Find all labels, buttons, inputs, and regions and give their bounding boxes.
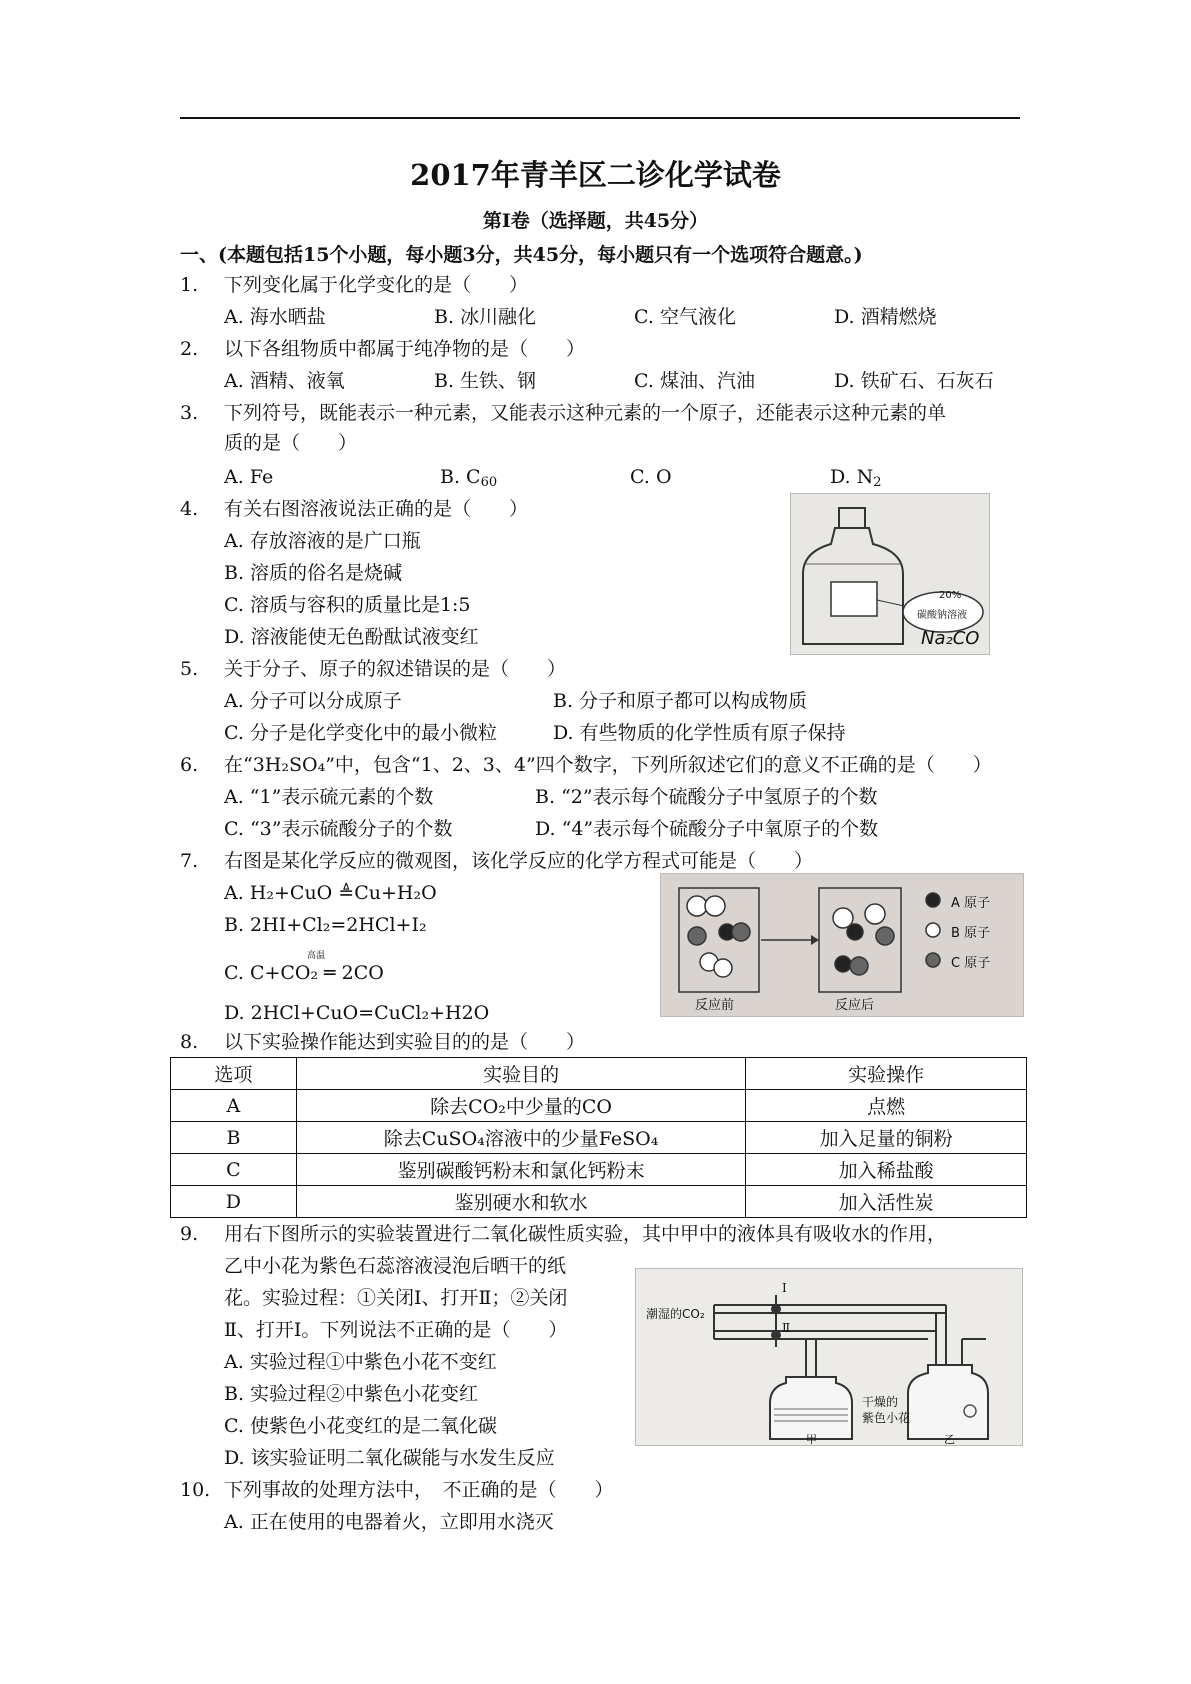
q3-number: 3.	[180, 402, 199, 424]
q6-option-c: C. “3”表示硫酸分子的个数	[224, 818, 453, 840]
label-valve-1: Ⅰ	[782, 1281, 787, 1295]
label-dry-flower-2: 紫色小花	[862, 1411, 911, 1425]
q6-number: 6.	[180, 754, 199, 776]
q1-option-c: C. 空气液化	[634, 306, 736, 328]
table-header: 实验目的	[296, 1058, 745, 1090]
q4-option-b: B. 溶质的俗名是烧碱	[224, 562, 403, 584]
q2-stem: 以下各组物质中都属于纯净物的是（ ）	[224, 338, 586, 360]
q1-option-a: A. 海水晒盐	[224, 306, 326, 328]
q9-stem-line4: Ⅱ、打开Ⅰ。下列说法不正确的是（ ）	[224, 1319, 568, 1341]
table-row	[171, 1186, 1027, 1218]
q7-option-c: C. C+CO₂ ═ 2CO	[224, 962, 384, 984]
q5-option-d: D. 有些物质的化学性质有原子保持	[553, 722, 846, 744]
q3-option-b: B. $C_{60}$	[440, 466, 498, 490]
q9-number: 9.	[180, 1223, 199, 1245]
section-heading: 一、(本题包括15个小题，每小题3分，共45分，每小题只有一个选项符合题意。)	[180, 244, 863, 266]
q9-stem-line2: 乙中小花为紫色石蕊溶液浸泡后晒干的纸	[224, 1255, 567, 1277]
q10-option-a: A. 正在使用的电器着火，立即用水浇灭	[224, 1511, 554, 1533]
table-cell: 加入稀盐酸	[746, 1154, 1027, 1186]
q9-stem-line1: 用右下图所示的实验装置进行二氧化碳性质实验，其中甲中的液体具有吸收水的作用，	[224, 1223, 947, 1245]
q2-option-d: D. 铁矿石、石灰石	[834, 370, 994, 392]
q9-option-d: D. 该实验证明二氧化碳能与水发生反应	[224, 1447, 555, 1469]
table-header-row	[171, 1058, 1027, 1090]
legend-atom-a: A 原子	[951, 896, 991, 911]
q10-number: 10.	[180, 1479, 211, 1501]
table-cell: B	[171, 1122, 297, 1154]
label-jia: 甲	[806, 1433, 817, 1446]
q7-option-a: A. H₂+CuO ≜Cu+H₂O	[224, 882, 437, 904]
q4-option-a: A. 存放溶液的是广口瓶	[224, 530, 421, 552]
table-cell: 除去CuSO₄溶液中的少量FeSO₄	[296, 1122, 745, 1154]
q1-option-d: D. 酒精燃烧	[834, 306, 937, 328]
q7-stem: 右图是某化学反应的微观图，该化学反应的化学方程式可能是（ ）	[224, 850, 814, 872]
handwritten-note: Na₂CO	[921, 628, 980, 649]
q9-apparatus-figure	[635, 1268, 1023, 1446]
q7-option-b: B. 2HI+Cl₂=2HCl+I₂	[224, 914, 427, 936]
apparatus-diagram	[636, 1269, 1022, 1445]
q5-stem: 关于分子、原子的叙述错误的是（ ）	[224, 658, 567, 680]
q5-number: 5.	[180, 658, 199, 680]
table-cell: 点燃	[746, 1090, 1027, 1122]
q4-option-d: D. 溶液能使无色酚酞试液变红	[224, 626, 479, 648]
page-title: 2017年青羊区二诊化学试卷	[410, 158, 781, 192]
q5-option-c: C. 分子是化学变化中的最小微粒	[224, 722, 497, 744]
q9-option-b: B. 实验过程②中紫色小花变红	[224, 1383, 479, 1405]
q4-number: 4.	[180, 498, 199, 520]
q6-option-d: D. “4”表示每个硫酸分子中氧原子的个数	[535, 818, 879, 840]
label-after: 反应后	[835, 998, 875, 1013]
q1-option-b: B. 冰川融化	[434, 306, 537, 328]
table-cell: 鉴别碳酸钙粉末和氯化钙粉末	[296, 1154, 745, 1186]
table-cell: D	[171, 1186, 297, 1218]
q3-option-a: A. Fe	[224, 466, 274, 488]
q8-table	[170, 1057, 1027, 1218]
q3-stem-line1: 下列符号，既能表示一种元素，又能表示这种元素的一个原子，还能表示这种元素的单	[224, 402, 947, 424]
q3-stem-line2: 质的是（ ）	[224, 432, 358, 454]
table-cell: C	[171, 1154, 297, 1186]
q4-stem: 有关右图溶液说法正确的是（ ）	[224, 498, 529, 520]
table-cell: 加入活性炭	[746, 1186, 1027, 1218]
q10-stem: 下列事故的处理方法中， 不正确的是（ ）	[224, 1479, 614, 1501]
label-valve-2: Ⅱ	[782, 1321, 791, 1335]
q5-option-a: A. 分子可以分成原子	[224, 690, 402, 712]
q3-option-c: C. O	[630, 466, 672, 488]
q2-option-c: C. 煤油、汽油	[634, 370, 755, 392]
table-row	[171, 1154, 1027, 1186]
bottle-label-percent: 20%	[939, 590, 962, 601]
table-cell: 鉴别硬水和软水	[296, 1186, 745, 1218]
q9-stem-line3: 花。实验过程：①关闭Ⅰ、打开Ⅱ；②关闭	[224, 1287, 568, 1309]
table-row	[171, 1122, 1027, 1154]
legend-atom-b: B 原子	[951, 926, 991, 941]
label-moist-co2: 潮湿的CO₂	[646, 1307, 705, 1321]
q6-option-b: B. “2”表示每个硫酸分子中氢原子的个数	[535, 786, 878, 808]
q1-number: 1.	[180, 274, 199, 296]
q6-stem: 在“3H₂SO₄”中，包含“1、2、3、4”四个数字，下列所叙述它们的意义不正确的是（ ）	[224, 754, 992, 776]
q6-option-a: A. “1”表示硫元素的个数	[224, 786, 434, 808]
q2-option-b: B. 生铁、钢	[434, 370, 537, 392]
q2-option-a: A. 酒精、液氧	[224, 370, 345, 392]
q5-option-b: B. 分子和原子都可以构成物质	[553, 690, 808, 712]
table-cell: 除去CO₂中少量的CO	[296, 1090, 745, 1122]
q7-option-c-condition: 高温	[307, 951, 326, 961]
table-cell: 加入足量的铜粉	[746, 1122, 1027, 1154]
label-yi: 乙	[944, 1433, 955, 1446]
bottle-label-name: 碳酸钠溶液	[917, 610, 967, 621]
q4-option-c: C. 溶质与容积的质量比是1:5	[224, 594, 471, 616]
q9-option-a: A. 实验过程①中紫色小花不变红	[224, 1351, 497, 1373]
table-header: 实验操作	[746, 1058, 1027, 1090]
top-rule	[180, 117, 1020, 119]
q8-number: 8.	[180, 1031, 199, 1053]
table-row	[171, 1090, 1027, 1122]
q7-number: 7.	[180, 850, 199, 872]
table-header: 选项	[171, 1058, 297, 1090]
q3-option-d: D. $N_2$	[830, 466, 882, 490]
q7-reaction-figure	[660, 873, 1024, 1017]
q4-bottle-figure	[790, 493, 990, 655]
q9-option-c: C. 使紫色小花变红的是二氧化碳	[224, 1415, 497, 1437]
paper-subtitle: 第Ⅰ卷（选择题，共45分）	[482, 210, 709, 232]
q1-stem: 下列变化属于化学变化的是（ ）	[224, 274, 529, 296]
label-before: 反应前	[695, 998, 735, 1013]
q7-option-d: D. 2HCl+CuO=CuCl₂+H2O	[224, 1002, 490, 1024]
table-cell: A	[171, 1090, 297, 1122]
q2-number: 2.	[180, 338, 199, 360]
q8-stem: 以下实验操作能达到实验目的的是（ ）	[224, 1031, 586, 1053]
label-dry-flower-1: 干燥的	[862, 1395, 899, 1409]
legend-atom-c: C 原子	[951, 956, 991, 971]
